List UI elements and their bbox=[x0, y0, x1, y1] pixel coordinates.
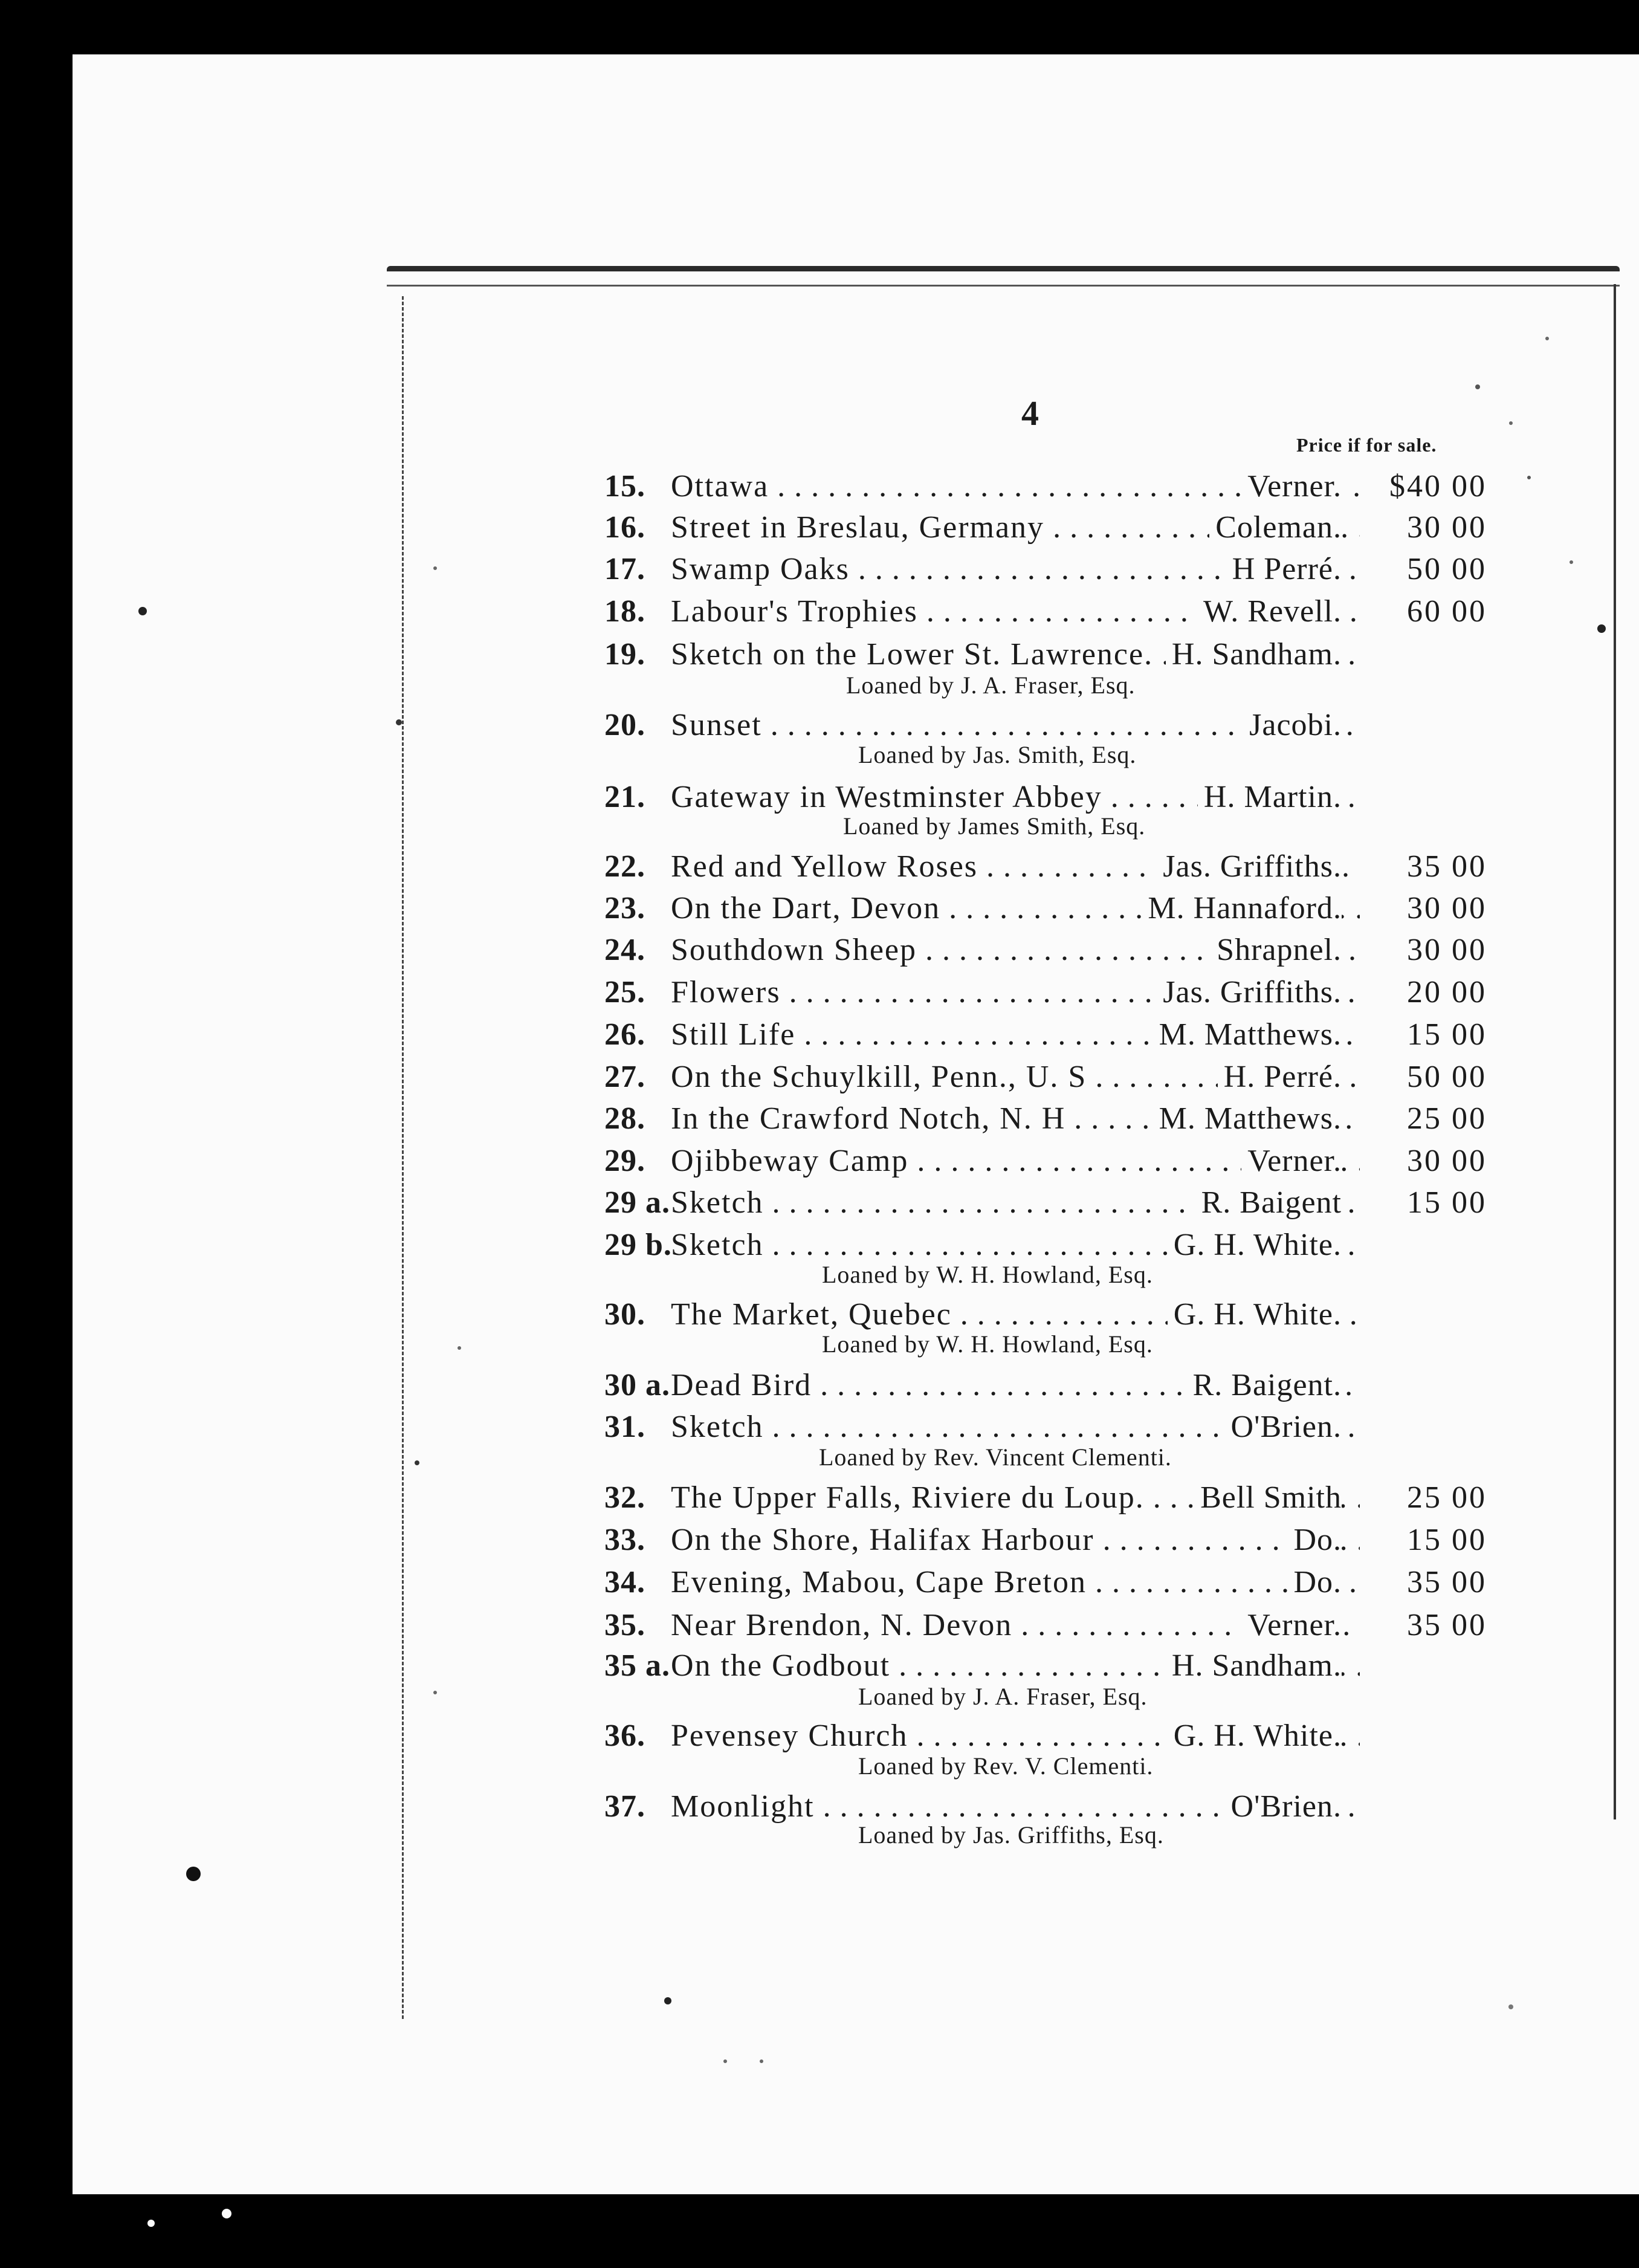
entry-number: 26. bbox=[604, 1017, 645, 1052]
entry-artist: H. Sandham. bbox=[1166, 1648, 1342, 1683]
entry-price: $40 00 bbox=[1389, 469, 1487, 504]
entry-artist: R. Baigent bbox=[1195, 1185, 1342, 1220]
entry-title: Dead Bird . . . bbox=[671, 1367, 1360, 1403]
entry-title: Southdown Sheep . . . bbox=[671, 932, 1360, 968]
entry-loan-note: Loaned by Jas. Griffiths, Esq. bbox=[858, 1821, 1164, 1848]
entry-artist: Verner. bbox=[1241, 1143, 1342, 1179]
entry-price: 60 00 bbox=[1407, 594, 1487, 629]
entry-number: 23. bbox=[604, 891, 645, 925]
entry-artist: O'Brien. bbox=[1225, 1409, 1342, 1445]
entry-price: 30 00 bbox=[1407, 510, 1487, 545]
catalogue-entry bbox=[604, 1522, 1620, 1564]
entry-number: 30 a. bbox=[604, 1368, 670, 1402]
entry-number: 35. bbox=[604, 1608, 645, 1642]
catalogue-entry bbox=[604, 510, 1620, 552]
entry-number: 27. bbox=[604, 1060, 645, 1094]
entry-loan-note: Loaned by W. H. Howland, Esq. bbox=[822, 1261, 1153, 1288]
entry-number: 24. bbox=[604, 933, 645, 967]
entry-title: On the Shore, Halifax Harbour . . . bbox=[671, 1522, 1360, 1558]
entry-price: 35 00 bbox=[1407, 849, 1487, 884]
entry-title: Sunset . . . bbox=[671, 707, 1360, 743]
catalogue-entry bbox=[604, 1564, 1620, 1607]
entry-artist: H Perré. bbox=[1226, 551, 1342, 587]
entry-title: On the Godbout . . . bbox=[671, 1648, 1360, 1683]
entry-number: 28. bbox=[604, 1101, 645, 1136]
entry-artist: Do. bbox=[1287, 1564, 1342, 1600]
catalogue-entry bbox=[604, 890, 1620, 933]
entry-title: The Market, Quebec . . . bbox=[671, 1297, 1360, 1332]
entry-title: Flowers . . . bbox=[671, 974, 1360, 1010]
entry-loan-note: Loaned by W. H. Howland, Esq. bbox=[822, 1330, 1153, 1358]
entry-title: In the Crawford Notch, N. H . . . bbox=[671, 1101, 1360, 1136]
entry-number: 16. bbox=[604, 510, 645, 545]
entry-artist: Coleman. bbox=[1209, 510, 1342, 545]
entry-title: The Upper Falls, Riviere du Loup. . . . bbox=[671, 1480, 1360, 1515]
entry-title: Evening, Mabou, Cape Breton . . . bbox=[671, 1564, 1360, 1600]
entry-title: On the Dart, Devon . . . bbox=[671, 890, 1360, 926]
catalogue-entry bbox=[604, 1185, 1620, 1227]
entry-price: 30 00 bbox=[1407, 933, 1487, 967]
entry-price: 35 00 bbox=[1407, 1608, 1487, 1642]
entry-title: Swamp Oaks . . . bbox=[671, 551, 1360, 587]
entry-artist: G. H. White. bbox=[1168, 1297, 1342, 1332]
catalogue-entry bbox=[604, 974, 1620, 1017]
page-number: 4 bbox=[1021, 394, 1039, 433]
entry-artist: G. H. White. bbox=[1168, 1718, 1342, 1754]
entry-price: 50 00 bbox=[1407, 552, 1487, 586]
entry-title: Sketch . . . bbox=[671, 1409, 1360, 1445]
entry-title: Red and Yellow Roses . . . bbox=[671, 849, 1360, 884]
entry-number: 29 b. bbox=[604, 1228, 672, 1262]
entry-number: 19. bbox=[604, 637, 645, 672]
catalogue-entry bbox=[604, 594, 1620, 636]
entry-number: 25. bbox=[604, 975, 645, 1009]
entry-title: Moonlight . . . bbox=[671, 1789, 1360, 1824]
entry-loan-note: Loaned by James Smith, Esq. bbox=[843, 812, 1146, 840]
catalogue-entry bbox=[604, 551, 1620, 594]
entry-title: Sketch . . . bbox=[671, 1185, 1360, 1220]
entry-artist: H. Martin. bbox=[1198, 779, 1342, 815]
entry-title: Gateway in Westminster Abbey . . . bbox=[671, 779, 1360, 815]
entry-price: 25 00 bbox=[1407, 1480, 1487, 1515]
catalogue-entry bbox=[604, 932, 1620, 974]
entry-artist: Jas. Griffiths. bbox=[1157, 974, 1342, 1010]
entry-artist: Do. bbox=[1287, 1522, 1342, 1558]
entry-loan-note: Loaned by Jas. Smith, Esq. bbox=[858, 741, 1137, 768]
entry-artist: Jacobi. bbox=[1243, 707, 1342, 743]
entry-title: Sketch on the Lower St. Lawrence. . . . bbox=[671, 637, 1360, 672]
entry-number: 31. bbox=[604, 1410, 645, 1444]
entry-artist: H. Perré. bbox=[1218, 1059, 1342, 1095]
entry-number: 17. bbox=[604, 552, 645, 586]
entry-title: Street in Breslau, Germany . . . bbox=[671, 510, 1360, 545]
catalogue-entry bbox=[604, 1017, 1620, 1059]
entry-price: 25 00 bbox=[1407, 1101, 1487, 1136]
entry-number: 29. bbox=[604, 1144, 645, 1178]
entry-number: 37. bbox=[604, 1789, 645, 1824]
entry-number: 34. bbox=[604, 1565, 645, 1599]
entry-artist: H. Sandham. bbox=[1166, 637, 1342, 672]
entry-number: 36. bbox=[604, 1719, 645, 1753]
entry-number: 20. bbox=[604, 708, 645, 742]
entry-artist: M. Matthews. bbox=[1153, 1017, 1342, 1052]
entry-price: 15 00 bbox=[1407, 1017, 1487, 1052]
entry-price: 30 00 bbox=[1407, 891, 1487, 925]
entry-number: 32. bbox=[604, 1480, 645, 1515]
entry-loan-note: Loaned by Rev. V. Clementi. bbox=[858, 1752, 1154, 1780]
entry-title: Ojibbeway Camp . . . bbox=[671, 1143, 1360, 1179]
entry-artist: G. H. White. bbox=[1168, 1227, 1342, 1263]
entry-artist: Verner. bbox=[1241, 1607, 1342, 1643]
entry-loan-note: Loaned by J. A. Fraser, Esq. bbox=[846, 672, 1136, 699]
entry-title: Pevensey Church . . . bbox=[671, 1718, 1360, 1754]
entry-artist: Shrapnel. bbox=[1211, 932, 1342, 968]
catalogue-entry bbox=[604, 1059, 1620, 1101]
entry-artist: M. Hannaford. bbox=[1142, 890, 1342, 926]
entry-loan-note: Loaned by Rev. Vincent Clementi. bbox=[819, 1443, 1172, 1471]
entry-title: Still Life . . . bbox=[671, 1017, 1360, 1052]
entry-title: Near Brendon, N. Devon . . . bbox=[671, 1607, 1360, 1643]
entry-title: Labour's Trophies . . . bbox=[671, 594, 1360, 629]
entry-price: 20 00 bbox=[1407, 975, 1487, 1009]
entry-artist: Bell Smith bbox=[1194, 1480, 1342, 1515]
price-column-heading: Price if for sale. bbox=[1296, 434, 1437, 456]
entry-price: 15 00 bbox=[1407, 1523, 1487, 1557]
entry-number: 22. bbox=[604, 849, 645, 884]
entry-number: 29 a. bbox=[604, 1185, 670, 1220]
entry-price: 30 00 bbox=[1407, 1144, 1487, 1178]
entry-title: Ottawa . . . bbox=[671, 468, 1360, 504]
entry-loan-note: Loaned by J. A. Fraser, Esq. bbox=[858, 1683, 1148, 1710]
entry-number: 15. bbox=[604, 469, 645, 504]
entry-artist: O'Brien. bbox=[1225, 1789, 1342, 1824]
entry-artist: Verner. bbox=[1241, 468, 1342, 504]
entry-title: On the Schuylkill, Penn., U. S . . . bbox=[671, 1059, 1360, 1095]
catalogue-entry bbox=[604, 849, 1620, 891]
entry-artist: R. Baigent. bbox=[1187, 1367, 1342, 1403]
catalogue-entry bbox=[604, 1143, 1620, 1185]
catalogue-entry bbox=[604, 1367, 1620, 1410]
entry-price: 15 00 bbox=[1407, 1185, 1487, 1220]
entry-artist: Jas. Griffiths. bbox=[1157, 849, 1342, 884]
entry-number: 30. bbox=[604, 1297, 645, 1332]
entry-title: Sketch . . . bbox=[671, 1227, 1360, 1263]
catalogue-entry bbox=[604, 1607, 1620, 1650]
entry-number: 21. bbox=[604, 780, 645, 814]
entry-artist: W. Revell. bbox=[1197, 594, 1342, 629]
catalogue-entry bbox=[604, 1480, 1620, 1522]
catalogue-entry bbox=[604, 1101, 1620, 1143]
entry-number: 33. bbox=[604, 1523, 645, 1557]
entry-number: 35 a. bbox=[604, 1648, 670, 1683]
entry-price: 35 00 bbox=[1407, 1565, 1487, 1599]
catalogue-entry bbox=[604, 468, 1620, 511]
entry-number: 18. bbox=[604, 594, 645, 629]
entry-price: 50 00 bbox=[1407, 1060, 1487, 1094]
entry-artist: M. Matthews. bbox=[1153, 1101, 1342, 1136]
